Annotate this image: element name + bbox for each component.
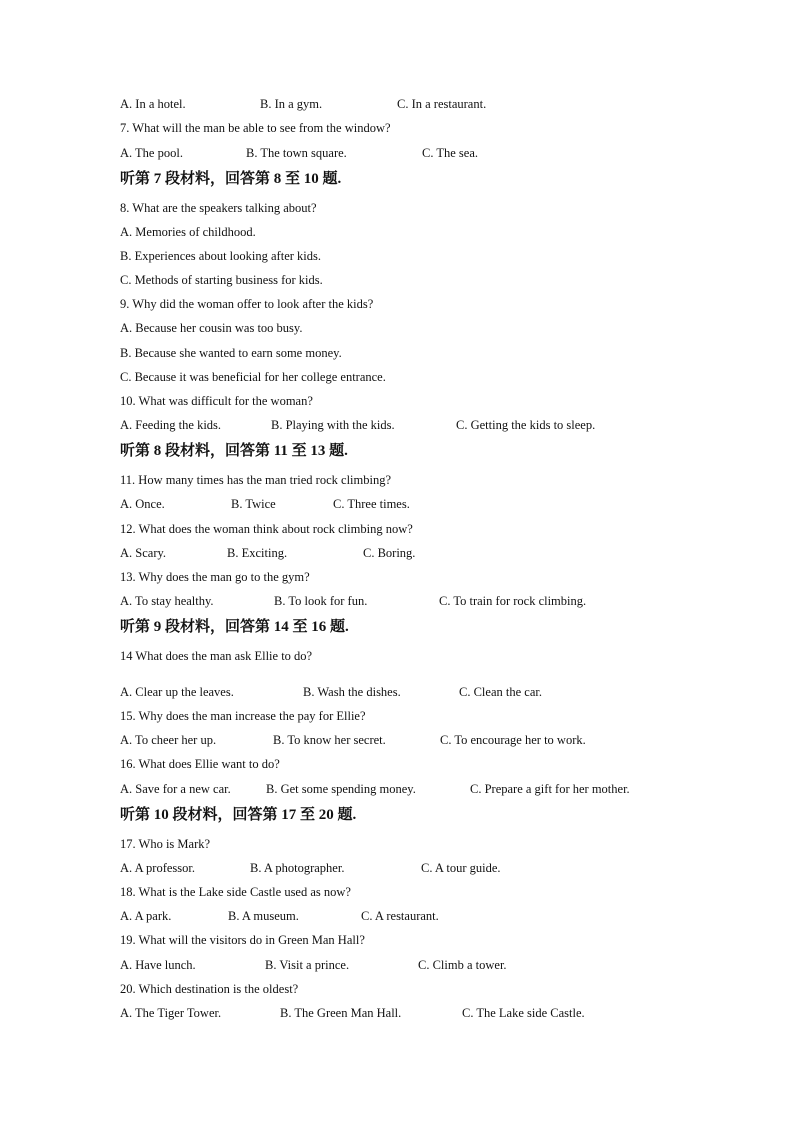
- question-20: 20. Which destination is the oldest?: [120, 982, 299, 996]
- option-a: A. Feeding the kids.: [120, 418, 222, 432]
- question-14: 14 What does the man ask Ellie to do?: [120, 649, 313, 663]
- question-16: 16. What does Ellie want to do?: [120, 757, 280, 771]
- option-c: C. The Lake side Castle.: [462, 1006, 585, 1020]
- option-a: A. Memories of childhood.: [120, 225, 256, 239]
- option-c: C. In a restaurant.: [397, 97, 487, 111]
- option-a: A. In a hotel.: [120, 97, 186, 111]
- question-11: 11. How many times has the man tried rock climbing?: [120, 473, 392, 487]
- option-c: C. Because it was beneficial for her college entrance.: [120, 370, 386, 384]
- option-c: C. To encourage her to work.: [440, 733, 586, 747]
- question-15: 15. Why does the man increase the pay for Ellie?: [120, 709, 366, 723]
- section-heading-7: 听第 7 段材料，回答第 8 至 10 题.: [120, 171, 342, 187]
- option-b: B. Get some spending money.: [266, 782, 416, 796]
- option-c: C. Prepare a gift for her mother.: [470, 782, 630, 796]
- option-b: B. A photographer.: [250, 861, 345, 875]
- option-b: B. In a gym.: [260, 97, 323, 111]
- option-a: A. Scary.: [120, 546, 167, 560]
- option-c: C. Clean the car.: [459, 685, 542, 699]
- section-heading-10: 听第 10 段材料，回答第 17 至 20 题.: [120, 807, 357, 823]
- option-c: C. Climb a tower.: [418, 958, 507, 972]
- option-a: A. A professor.: [120, 861, 195, 875]
- option-b: B. Playing with the kids.: [271, 418, 395, 432]
- option-b: B. Exciting.: [227, 546, 288, 560]
- option-b: B. A museum.: [228, 909, 299, 923]
- option-b: B. Wash the dishes.: [303, 685, 401, 699]
- question-17: 17. Who is Mark?: [120, 837, 211, 851]
- option-b: B. Experiences about looking after kids.: [120, 249, 321, 263]
- option-a: A. Save for a new car.: [120, 782, 231, 796]
- option-c: C. A restaurant.: [361, 909, 439, 923]
- option-b: B. The town square.: [246, 146, 347, 160]
- option-c: C. To train for rock climbing.: [439, 594, 587, 608]
- option-c: C. Three times.: [333, 497, 410, 511]
- question-12: 12. What does the woman think about rock climbing now?: [120, 522, 413, 536]
- option-b: B. To look for fun.: [274, 594, 368, 608]
- option-c: C. Getting the kids to sleep.: [456, 418, 596, 432]
- option-c: C. Boring.: [363, 546, 416, 560]
- section-heading-9: 听第 9 段材料，回答第 14 至 16 题.: [120, 619, 349, 635]
- option-a: A. Clear up the leaves.: [120, 685, 234, 699]
- option-a: A. The pool.: [120, 146, 183, 160]
- question-19: 19. What will the visitors do in Green Man Hall?: [120, 933, 365, 947]
- option-c: C. Methods of starting business for kids.: [120, 273, 323, 287]
- option-a: A. To cheer her up.: [120, 733, 217, 747]
- section-heading-8: 听第 8 段材料，回答第 11 至 13 题.: [120, 443, 348, 459]
- option-a: A. The Tiger Tower.: [120, 1006, 222, 1020]
- option-a: A. Have lunch.: [120, 958, 196, 972]
- option-b: B. Visit a prince.: [265, 958, 350, 972]
- option-b: B. The Green Man Hall.: [280, 1006, 402, 1020]
- option-b: B. Because she wanted to earn some money.: [120, 346, 342, 360]
- option-c: C. A tour guide.: [421, 861, 501, 875]
- question-8: 8. What are the speakers talking about?: [120, 201, 317, 215]
- option-a: A. Once.: [120, 497, 165, 511]
- question-13: 13. Why does the man go to the gym?: [120, 570, 310, 584]
- option-a: A. A park.: [120, 909, 172, 923]
- option-a: A. To stay healthy.: [120, 594, 214, 608]
- question-7: 7. What will the man be able to see from the window?: [120, 121, 391, 135]
- question-10: 10. What was difficult for the woman?: [120, 394, 313, 408]
- option-a: A. Because her cousin was too busy.: [120, 321, 303, 335]
- question-18: 18. What is the Lake side Castle used as now?: [120, 885, 351, 899]
- option-b: B. Twice: [231, 497, 276, 511]
- question-9: 9. Why did the woman offer to look after the kids?: [120, 297, 374, 311]
- option-b: B. To know her secret.: [273, 733, 386, 747]
- option-c: C. The sea.: [422, 146, 479, 160]
